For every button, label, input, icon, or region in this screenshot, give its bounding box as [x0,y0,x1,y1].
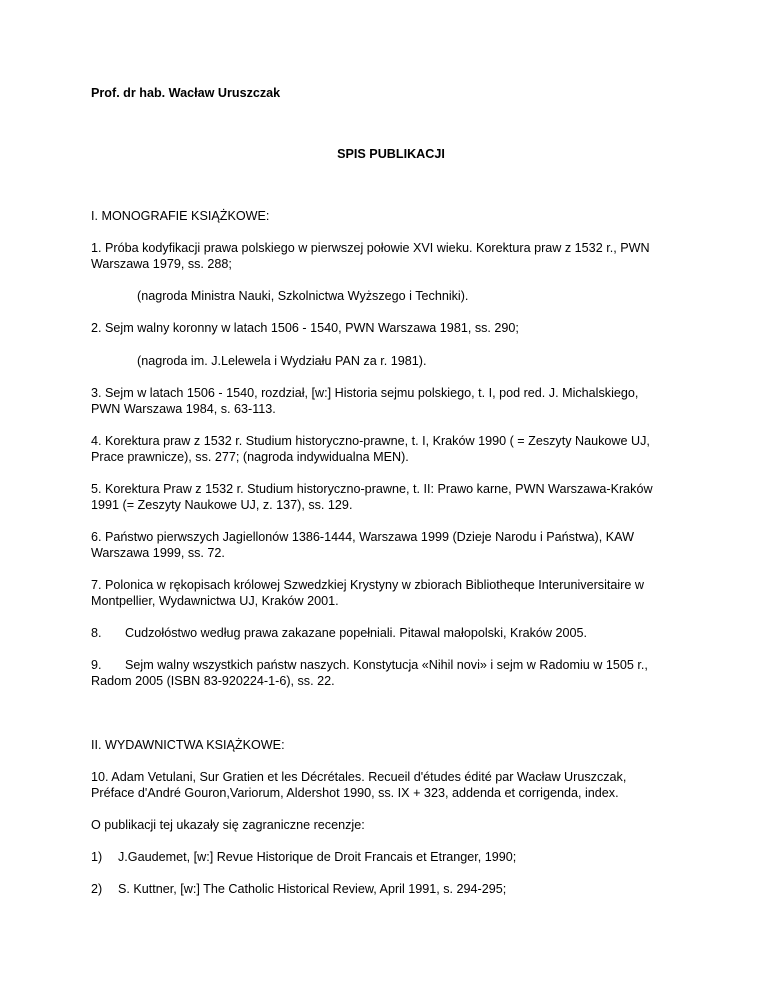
list-item-8-text: Cudzołóstwo według prawa zakazane popełniali. Pitawal małopolski, Kraków 2005. [125,626,588,640]
list-item-8 [91,625,587,641]
review-1-number: 1) [91,850,103,864]
review-2-number: 2) [91,882,103,896]
list-item-9-line2: Radom 2005 (ISBN 83-920224-1-6), ss. 22. [91,674,335,688]
list-item-9-number: 9. [91,658,102,672]
review-1-text: J.Gaudemet, [w:] Revue Historique de Droit Francais et Etranger, 1990; [118,850,517,864]
section-heading-monographs: I. MONOGRAFIE KSIĄŻKOWE: [91,209,270,223]
list-item-3-line2: PWN Warszawa 1984, s. 63‐113. [91,402,276,416]
section-heading-publications: II. WYDAWNICTWA KSIĄŻKOWE: [91,738,285,752]
list-item-10-line2: Préface d'André Gouron,Variorum, Aldershot 1990, ss. IX + 323, addenda et corrigenda, index. [91,786,619,800]
review-item-2 [91,881,506,897]
list-item-9 [91,657,648,673]
list-item-9-text: Sejm walny wszystkich państw naszych. Konstytucja «Nihil novi» i sejm w Radomiu w 1505 r., [125,658,648,672]
list-item-8-number: 8. [91,626,102,640]
list-item-3-line1: 3. Sejm w latach 1506 ‐ 1540, rozdział, [w:] Historia sejmu polskiego, t. I, pod red. J. Michalskiego, [91,386,639,400]
list-item-5-line1: 5. Korektura Praw z 1532 r. Studium historyczno-prawne, t. II: Prawo karne, PWN Warszawa-Kraków [91,482,653,496]
list-item-1-line1: 1. Próba kodyfikacji prawa polskiego w pierwszej połowie XVI wieku. Korektura praw z 1532 r., PWN [91,241,650,255]
list-item-1-note: (nagroda Ministra Nauki, Szkolnictwa Wyższego i Techniki). [137,289,469,303]
document-title: SPIS PUBLIKACJI [337,147,445,161]
reviews-intro: O publikacji tej ukazały się zagraniczne recenzje: [91,818,365,832]
review-2-text: S. Kuttner, [w:] The Catholic Historical Review, April 1991, s. 294-295; [118,882,507,896]
review-item-1 [91,849,516,865]
list-item-7-line1: 7. Polonica w rękopisach królowej Szwedzkiej Krystyny w zbiorach Bibliotheque Interuniversitaire w [91,578,644,592]
list-item-7-line2: Montpellier, Wydawnictwa UJ, Kraków 2001. [91,594,339,608]
list-item-6-line1: 6. Państwo pierwszych Jagiellonów 1386-1444, Warszawa 1999 (Dzieje Narodu i Państwa), KAW [91,530,634,544]
list-item-6-line2: Warszawa 1999, ss. 72. [91,546,225,560]
list-item-5-line2: 1991 (= Zeszyty Naukowe UJ, z. 137), ss. 129. [91,498,353,512]
list-item-10-line1: 10. Adam Vetulani, Sur Gratien et les Décrétales. Recueil d'études édité par Wacław Uruszczak, [91,770,627,784]
list-item-2-note: (nagroda im. J.Lelewela i Wydziału PAN za r. 1981). [137,354,427,368]
list-item-1-line2: Warszawa 1979, ss. 288; [91,257,232,271]
list-item-2-line1: 2. Sejm walny koronny w latach 1506 ‐ 1540, PWN Warszawa 1981, ss. 290; [91,321,519,335]
list-item-4-line1: 4. Korektura praw z 1532 r. Studium historyczno‐prawne, t. I, Kraków 1990 ( = Zeszyty Naukowe UJ, [91,434,650,448]
author-name: Prof. dr hab. Wacław Uruszczak [91,86,281,100]
list-item-4-line2: Prace prawnicze), ss. 277; (nagroda indywidualna MEN). [91,450,409,464]
